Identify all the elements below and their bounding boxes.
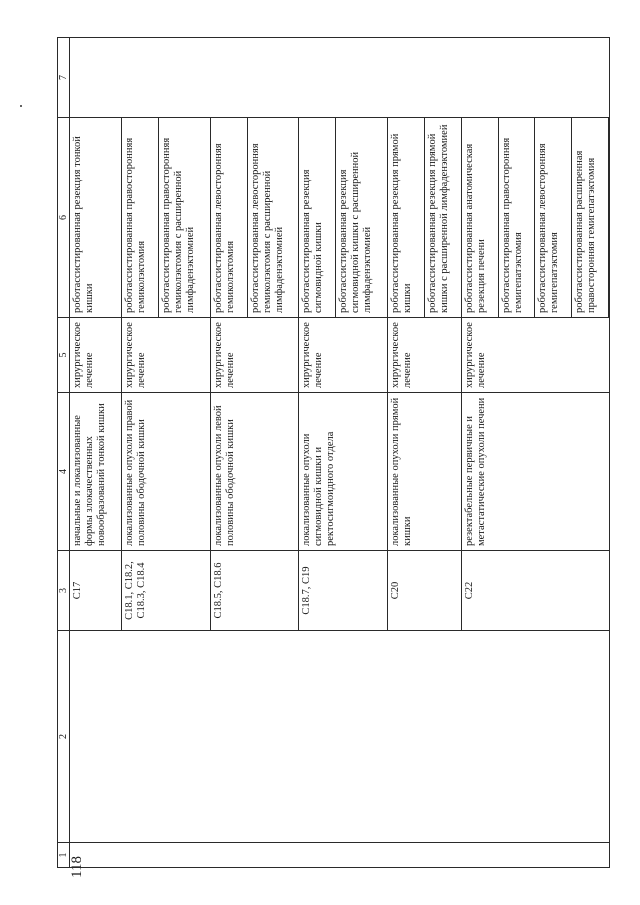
method-cell: роботассистированная резекция прямой кишки <box>388 118 425 318</box>
method-cell-empty <box>609 118 610 318</box>
code-cell: C17 <box>70 551 122 631</box>
condition-cell: локализованные опухоли сигмовидной кишки и ректосигмоидного отдела <box>299 393 388 551</box>
treatment-cell: хирургическое лечение <box>210 318 299 393</box>
header-cell: 1 <box>58 843 70 868</box>
header-cell: 6 <box>58 118 70 318</box>
method-cell: роботассистированная резекция прямой кишки с расширенной лимфаденэктомией <box>425 118 462 318</box>
header-cell: 7 <box>58 38 70 118</box>
code-cell: C18.1, C18.2, C18.3, C18.4 <box>121 551 210 631</box>
method-cell: роботассистированная правосторонняя гемиколэктомия <box>121 118 158 318</box>
code-cell: C18.7, C19 <box>299 551 388 631</box>
procedures-table <box>57 37 610 868</box>
method-cell: роботассистированная правосторонняя гемиколэктомия с расширенной лимфаденэктомией <box>158 118 210 318</box>
code-cell: C18.5, C18.6 <box>210 551 299 631</box>
method-cell: роботассистированная левосторонняя гемиколэктомия <box>210 118 247 318</box>
code-cell: C22 <box>461 551 609 631</box>
condition-cell: начальные и локализованные формы злокачественных новообразований тонкой кишки <box>70 393 122 551</box>
method-cell: роботассистированная левосторонняя гемиколэктомия с расширенной лимфаденэктомией <box>247 118 299 318</box>
condition-cell: локализованные опухоли прямой кишки <box>388 393 462 551</box>
col1-blank <box>70 843 610 868</box>
table-row <box>70 38 122 868</box>
method-cell: роботассистированная левосторонняя гемигепатэктомия <box>535 118 572 318</box>
method-cell: роботассистированная расширенная правосторонняя гемигепатэктомия <box>572 118 609 318</box>
col2-blank <box>70 631 610 843</box>
condition-cell: локализованные опухоли левой половины ободочной кишки <box>210 393 299 551</box>
method-cell: роботассистированная резекция сигмовидной кишки <box>299 118 336 318</box>
treatment-cell: хирургическое лечение <box>388 318 462 393</box>
treatment-cell: хирургическое лечение <box>70 318 122 393</box>
header-cell: 3 <box>58 551 70 631</box>
rotated-table-container <box>57 38 610 868</box>
treatment-cell: хирургическое лечение <box>121 318 210 393</box>
treatment-cell: хирургическое лечение <box>461 318 609 393</box>
header-cell: 4 <box>58 393 70 551</box>
method-cell: роботассистированная резекция тонкой кишки <box>70 118 122 318</box>
method-cell: роботассистированная анатомическая резекция печени <box>461 118 498 318</box>
method-cell: роботассистированная резекция сигмовидной кишки с расширенной лимфаденэктомией <box>336 118 388 318</box>
treatment-cell: хирургическое лечение <box>299 318 388 393</box>
condition-cell: резектабельные первичные и метастатические опухоли печени <box>461 393 609 551</box>
col7-blank <box>70 38 610 118</box>
page-number: 118 <box>69 856 85 878</box>
condition-cell: локализованные опухоли правой половины ободочной кишки <box>121 393 210 551</box>
scan-speck <box>20 105 22 107</box>
header-cell: 5 <box>58 318 70 393</box>
header-row <box>58 38 70 868</box>
header-cell: 2 <box>58 631 70 843</box>
method-cell: роботассистированная правосторонняя гемигепатэктомия <box>498 118 535 318</box>
code-cell: C20 <box>388 551 462 631</box>
